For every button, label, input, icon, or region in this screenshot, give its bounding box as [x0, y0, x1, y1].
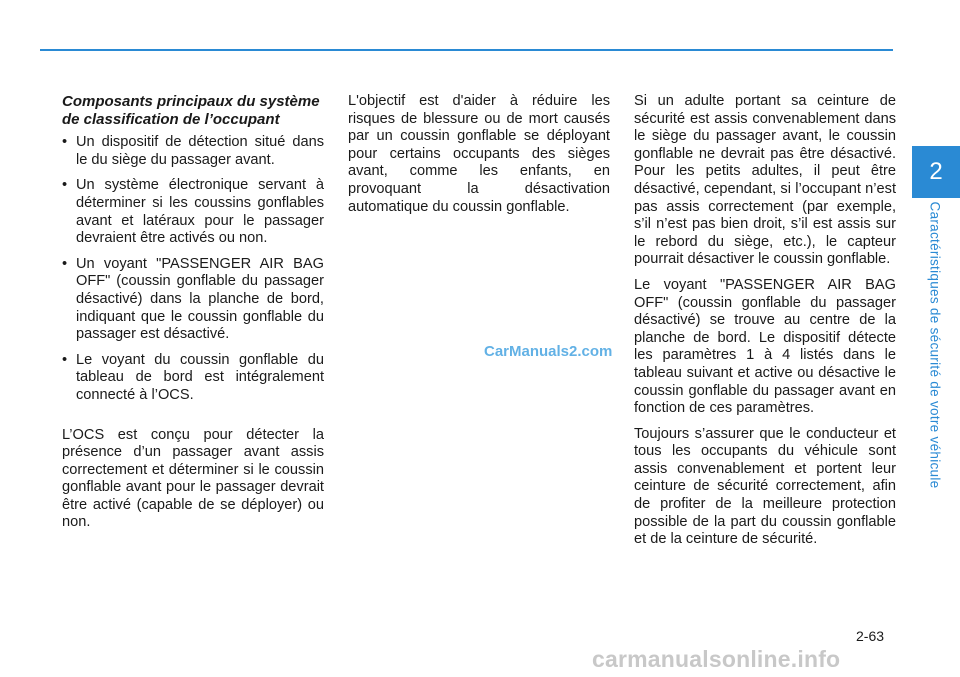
- paragraph: L'objectif est d'aider à réduire les risques de blessure ou de mort causés par un coussin gonflable se déployant pour certains occupants des sièges avant, comme les enfants, en provoquant la désactivation automatique du coussin gonflable.: [348, 93, 610, 215]
- bullet-icon: •: [62, 351, 68, 368]
- column-middle: [348, 93, 610, 224]
- list-item: • Le voyant du coussin gonflable du tableau de bord est intégralement connecté à l’OCS.: [62, 351, 324, 403]
- page-number: 2-63: [856, 628, 885, 644]
- column-right: [634, 93, 896, 557]
- footer-watermark: carmanualsonline.info: [592, 646, 841, 672]
- paragraph: Toujours s’assurer que le conducteur et tous les occupants du véhicule sont assis convenablement et portent leur ceinture de sécurité correctement, afin de profiter de la meilleure protection possible de la part du coussin gonflable et de la ceinture de sécurité.: [634, 425, 896, 548]
- list-item: • Un dispositif de détection situé dans le du siège du passager avant.: [62, 134, 324, 168]
- bullet-icon: •: [62, 134, 68, 151]
- component-list: [62, 134, 324, 404]
- bullet-icon: •: [62, 177, 68, 194]
- paragraph: Si un adulte portant sa ceinture de sécurité est assis convenablement dans le siège du passager avant, le coussin gonflable ne devrait pas être désactivé. Pour les petits adultes, il peut être désactivé, cependant, si l’occupant n’est pas assis correctement (par exemple, s’il n’est pas bien droit, s’il est assis sur le rebord du siège, etc.), le capteur pourrait désactiver le coussin gonflable.: [634, 93, 896, 268]
- chapter-tab: 2: [912, 146, 960, 198]
- bullet-icon: •: [62, 255, 68, 272]
- paragraph: Le voyant "PASSENGER AIR BAG OFF" (coussin gonflable du passager désactivé) se trouve au centre de la planche de bord. Le dispositif détecte les paramètres 1 à 4 listés dans le tableau suivant et active ou désactive le coussin gonflable du passager avant en fonction de ces paramètres.: [634, 276, 896, 417]
- list-item: • Un voyant "PASSENGER AIR BAG OFF" (coussin gonflable du passager désactivé) dans la planche de bord, indiquant que le coussin gonflable du passager est désactivé.: [62, 255, 324, 343]
- watermark-link[interactable]: CarManuals2.com: [484, 343, 613, 360]
- header-rule: [40, 49, 893, 51]
- list-item: • Un système électronique servant à déterminer si les coussins gonflables avant et latéraux pour le passager devraient être activés ou non.: [62, 177, 324, 247]
- chapter-title-vertical: Caractéristiques de sécurité de votre véhicule: [927, 201, 943, 489]
- column-left: [62, 93, 324, 540]
- section-heading: Composants principaux du système de classification de l’occupant: [62, 93, 320, 128]
- paragraph: L’OCS est conçu pour détecter la présence d’un passager avant assis correctement et déterminer si le coussin gonflable avant pour le passager devrait être activé (capable de se déployer) ou non.: [62, 426, 324, 531]
